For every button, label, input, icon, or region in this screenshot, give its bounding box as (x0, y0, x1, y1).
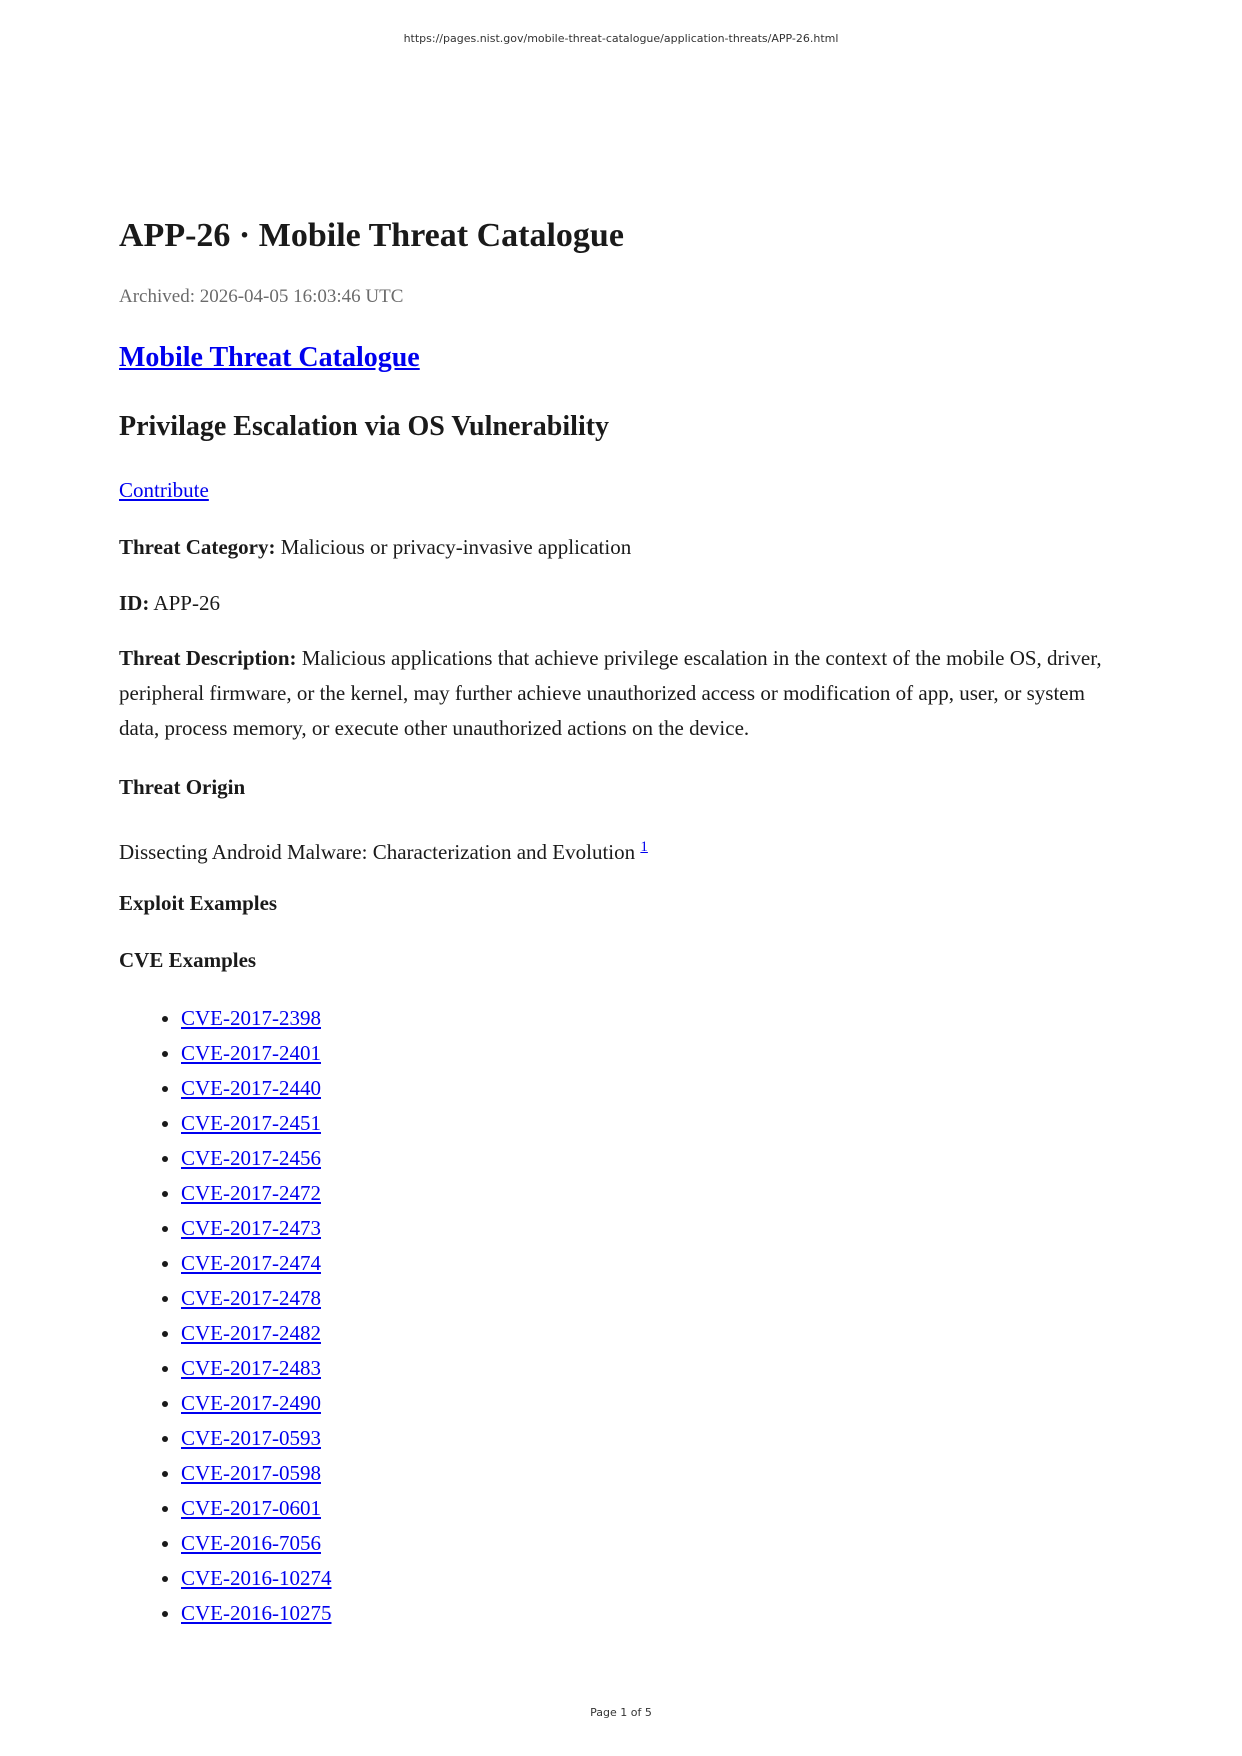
cve-list-item (181, 1211, 332, 1246)
cve-link[interactable]: CVE-2017-0598 (181, 1461, 321, 1485)
cve-link[interactable]: CVE-2016-10274 (181, 1566, 332, 1590)
cve-list-item (181, 1071, 332, 1106)
cve-list (119, 1001, 332, 1631)
threat-id-label: ID: (119, 591, 150, 615)
archived-timestamp: Archived: 2026-04-05 16:03:46 UTC (119, 286, 404, 307)
threat-description-value: Malicious applications that achieve privilege escalation in the context of the mobile OS, driver, peripheral firmware, or the kernel, may further achieve unauthorized access or modification of app, user, or system data, process memory, or execute other unauthorized actions on the device. (119, 646, 1102, 740)
threat-id (119, 586, 220, 621)
threat-id-value: APP-26 (149, 591, 220, 615)
cve-list-item (181, 1141, 332, 1176)
threat-origin-heading: Threat Origin (119, 775, 246, 799)
threat-origin (119, 831, 648, 866)
cve-list-item (181, 1386, 332, 1421)
threat-description-label: Threat Description: (119, 646, 297, 670)
cve-list-item (181, 1281, 332, 1316)
cve-link[interactable]: CVE-2017-2490 (181, 1391, 321, 1415)
cve-link[interactable]: CVE-2017-2482 (181, 1321, 321, 1345)
threat-category-label: Threat Category: (119, 535, 276, 559)
cve-list-item (181, 1001, 332, 1036)
page-number: Page 1 of 5 (590, 1706, 652, 1719)
cve-link[interactable]: CVE-2017-0601 (181, 1496, 321, 1520)
threat-origin-text: Dissecting Android Malware: Characterization and Evolution (119, 840, 641, 864)
cve-list-item (181, 1421, 332, 1456)
cve-list-item (181, 1456, 332, 1491)
catalogue-home-link[interactable]: Mobile Threat Catalogue (119, 342, 420, 373)
threat-title: Privilage Escalation via OS Vulnerability (119, 411, 610, 442)
print-header-url: https://pages.nist.gov/mobile-threat-catalogue/application-threats/APP-26.html (403, 32, 839, 45)
cve-link[interactable]: CVE-2017-2473 (181, 1216, 321, 1240)
exploit-examples-heading: Exploit Examples (119, 891, 278, 915)
cve-list-item (181, 1106, 332, 1141)
cve-list-item (181, 1036, 332, 1071)
cve-link[interactable]: CVE-2017-0593 (181, 1426, 321, 1450)
cve-list-item (181, 1491, 332, 1526)
cve-link[interactable]: CVE-2017-2440 (181, 1076, 321, 1100)
threat-category (119, 530, 631, 565)
cve-list-item (181, 1176, 332, 1211)
threat-category-value: Malicious or privacy-invasive application (275, 535, 632, 559)
cve-link[interactable]: CVE-2016-10275 (181, 1601, 332, 1625)
cve-list-item (181, 1526, 332, 1561)
cve-link[interactable]: CVE-2017-2472 (181, 1181, 321, 1205)
contribute-link[interactable]: Contribute (119, 478, 209, 502)
cve-link[interactable]: CVE-2017-2456 (181, 1146, 321, 1170)
cve-link[interactable]: CVE-2017-2478 (181, 1286, 321, 1310)
cve-link[interactable]: CVE-2016-7056 (181, 1531, 321, 1555)
cve-link[interactable]: CVE-2017-2474 (181, 1251, 321, 1275)
threat-description (119, 641, 1129, 746)
cve-list-item (181, 1596, 332, 1631)
cve-link[interactable]: CVE-2017-2451 (181, 1111, 321, 1135)
cve-link[interactable]: CVE-2017-2398 (181, 1006, 321, 1030)
cve-list-item (181, 1351, 332, 1386)
cve-link[interactable]: CVE-2017-2401 (181, 1041, 321, 1065)
page-title: APP-26 · Mobile Threat Catalogue (119, 217, 624, 254)
footnote-ref-link[interactable]: 1 (640, 839, 648, 855)
cve-list-item (181, 1246, 332, 1281)
cve-examples-heading: CVE Examples (119, 948, 257, 972)
cve-link[interactable]: CVE-2017-2483 (181, 1356, 321, 1380)
cve-list-item (181, 1316, 332, 1351)
cve-list-item (181, 1561, 332, 1596)
